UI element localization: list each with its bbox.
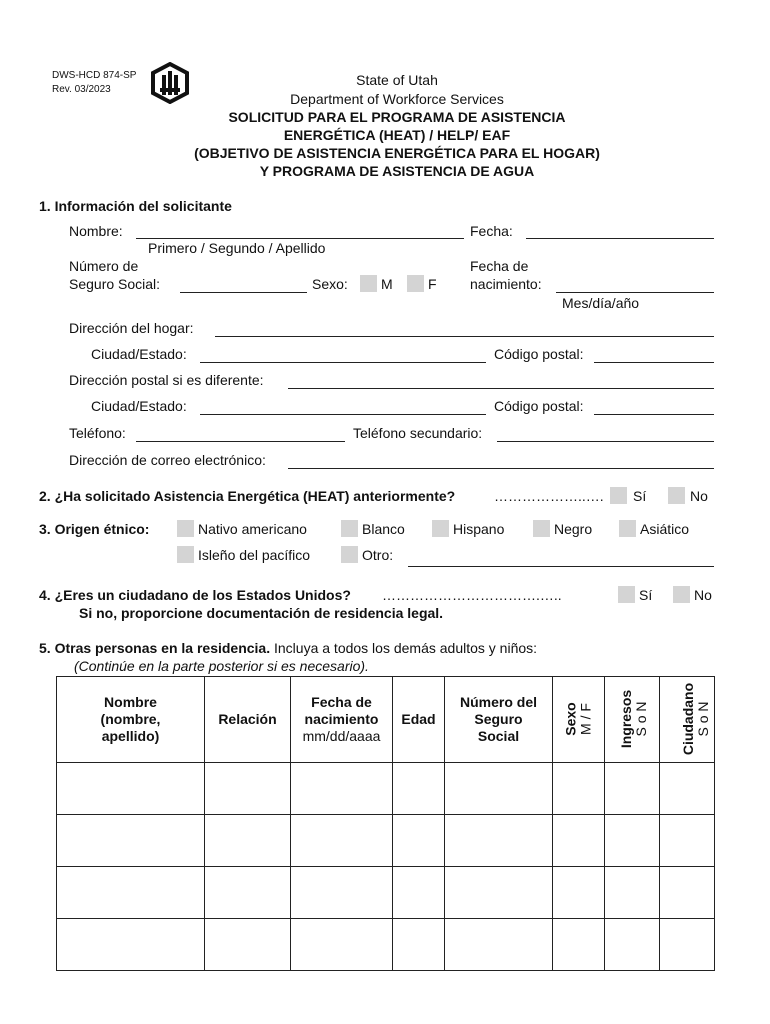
header-state: State of Utah [356,72,438,88]
email-field[interactable] [288,468,714,469]
ethnic-white-label: Blanco [362,521,405,537]
date-label: Fecha: [470,223,513,239]
table-cell[interactable] [445,919,553,971]
ethnic-native-american-checkbox[interactable] [177,520,194,537]
table-cell[interactable] [393,763,445,815]
table-cell[interactable] [553,815,605,867]
ssn-field[interactable] [180,292,307,293]
table-row [57,763,715,815]
sex-f-label: F [428,276,437,292]
table-cell[interactable] [605,815,660,867]
table-cell[interactable] [57,919,205,971]
title-line-1: SOLICITUD PARA EL PROGRAMA DE ASISTENCIA [228,109,566,125]
utah-dws-logo-icon [150,62,190,104]
table-cell[interactable] [553,919,605,971]
col-header-ssn: Número del Seguro Social [445,677,553,763]
ethnic-other-field[interactable] [408,566,714,567]
table-cell[interactable] [660,763,715,815]
col-header-income: Ingresos S o N [605,677,660,763]
sex-label: Sexo: [312,276,348,292]
table-header-row [57,677,715,763]
ethnic-black-checkbox[interactable] [533,520,550,537]
phone2-label: Teléfono secundario: [353,425,483,441]
zip-label-2: Código postal: [494,398,584,414]
section-4-dots: …………………………….….. [382,587,562,603]
ethnic-black-label: Negro [554,521,593,537]
mailing-address-label: Dirección postal si es diferente: [69,372,264,388]
citizen-yes-label: Sí [639,587,653,603]
table-cell[interactable] [605,763,660,815]
col-header-sex: Sexo M / F [553,677,605,763]
ethnic-other-label: Otro: [362,547,394,563]
household-members-table [56,676,715,971]
name-field[interactable] [136,238,464,239]
mailing-address-field[interactable] [288,388,714,389]
table-cell[interactable] [605,919,660,971]
city-state-field[interactable] [200,362,486,363]
table-cell[interactable] [660,815,715,867]
ethnic-hispanic-checkbox[interactable] [432,520,449,537]
name-label: Nombre: [69,223,123,239]
ethnic-pacific-islander-label: Isleño del pacífico [198,547,311,563]
table-row [57,815,715,867]
phone2-field[interactable] [497,441,714,442]
zip-field[interactable] [594,362,714,363]
citizen-yes-checkbox[interactable] [618,586,635,603]
section-4-question: 4. ¿Eres un ciudadano de los Estados Unidos? [39,587,351,603]
ssn-label-1: Número de [69,258,139,274]
home-address-field[interactable] [215,336,714,337]
dob-field[interactable] [556,292,714,293]
form-revision: Rev. 03/2023 [52,84,111,95]
col-header-citizen: Ciudadano S o N [660,677,715,763]
header-department: Department of Workforce Services [290,91,504,107]
heat-no-checkbox[interactable] [668,487,685,504]
table-cell[interactable] [445,867,553,919]
table-cell[interactable] [660,867,715,919]
name-hint: Primero / Segundo / Apellido [148,240,326,256]
city-state-label-2: Ciudad/Estado: [91,398,187,414]
col-header-age: Edad [393,677,445,763]
home-address-label: Dirección del hogar: [69,320,194,336]
col-header-dob: Fecha de nacimiento mm/dd/aaaa [291,677,393,763]
col-header-name: Nombre (nombre, apellido) [57,677,205,763]
section-4-note: Si no, proporcione documentación de residencia legal. [79,605,444,621]
table-cell[interactable] [393,815,445,867]
email-label: Dirección de correo electrónico: [69,452,266,468]
heat-no-label: No [690,488,708,504]
zip-label: Código postal: [494,346,584,362]
table-cell[interactable] [553,763,605,815]
table-cell[interactable] [291,763,393,815]
dob-label-1: Fecha de [470,258,529,274]
form-code: DWS-HCD 874-SP [52,70,137,81]
ssn-label-2: Seguro Social: [69,276,161,292]
table-cell[interactable] [605,867,660,919]
ethnic-pacific-islander-checkbox[interactable] [177,546,194,563]
section-2-dots: ………………..…. [494,488,604,504]
table-cell[interactable] [205,867,291,919]
table-cell[interactable] [291,867,393,919]
section-5-continue-note: (Continúe en la parte posterior si es necesario). [74,658,369,674]
section-5-heading-rest: Incluya a todos los demás adultos y niños: [274,640,538,656]
section-3-label: 3. Origen étnico: [39,521,150,537]
phone-field[interactable] [136,441,345,442]
table-row [57,919,715,971]
table-cell[interactable] [291,919,393,971]
title-line-2: ENERGÉTICA (HEAT) / HELP/ EAF [283,127,511,143]
table-cell[interactable] [445,763,553,815]
heat-yes-checkbox[interactable] [610,487,627,504]
sex-m-checkbox[interactable] [360,275,377,292]
title-line-3: (OBJETIVO DE ASISTENCIA ENERGÉTICA PARA EL HOGAR) [194,145,600,161]
ethnic-asian-label: Asiático [640,521,690,537]
table-cell[interactable] [57,763,205,815]
heat-yes-label: Sí [633,488,647,504]
table-cell[interactable] [205,919,291,971]
citizen-no-checkbox[interactable] [673,586,690,603]
ethnic-native-american-label: Nativo americano [198,521,307,537]
ethnic-other-checkbox[interactable] [341,546,358,563]
city-state-field-2[interactable] [200,414,486,415]
zip-field-2[interactable] [594,414,714,415]
city-state-label: Ciudad/Estado: [91,346,187,362]
table-cell[interactable] [205,763,291,815]
phone-label: Teléfono: [69,425,126,441]
title-line-4: Y PROGRAMA DE ASISTENCIA DE AGUA [259,163,535,179]
ethnic-asian-checkbox[interactable] [619,520,636,537]
table-cell[interactable] [393,867,445,919]
section-1-heading: 1. Información del solicitante [39,198,232,214]
dob-label-2: nacimiento: [470,276,542,292]
table-cell[interactable] [57,867,205,919]
table-cell[interactable] [291,815,393,867]
section-5-heading [39,640,537,656]
citizen-no-label: No [694,587,712,603]
table-cell[interactable] [553,867,605,919]
date-field[interactable] [526,238,714,239]
table-cell[interactable] [660,919,715,971]
ethnic-white-checkbox[interactable] [341,520,358,537]
table-cell[interactable] [445,815,553,867]
sex-m-label: M [381,276,393,292]
ethnic-hispanic-label: Hispano [453,521,505,537]
section-2-question: 2. ¿Ha solicitado Asistencia Energética (HEAT) anteriormente? [39,488,456,504]
table-cell[interactable] [205,815,291,867]
section-5-heading-bold: 5. Otras personas en la residencia. [39,640,271,656]
table-cell[interactable] [57,815,205,867]
sex-f-checkbox[interactable] [407,275,424,292]
dob-hint: Mes/día/año [562,295,640,311]
col-header-relation: Relación [205,677,291,763]
table-row [57,867,715,919]
table-cell[interactable] [393,919,445,971]
